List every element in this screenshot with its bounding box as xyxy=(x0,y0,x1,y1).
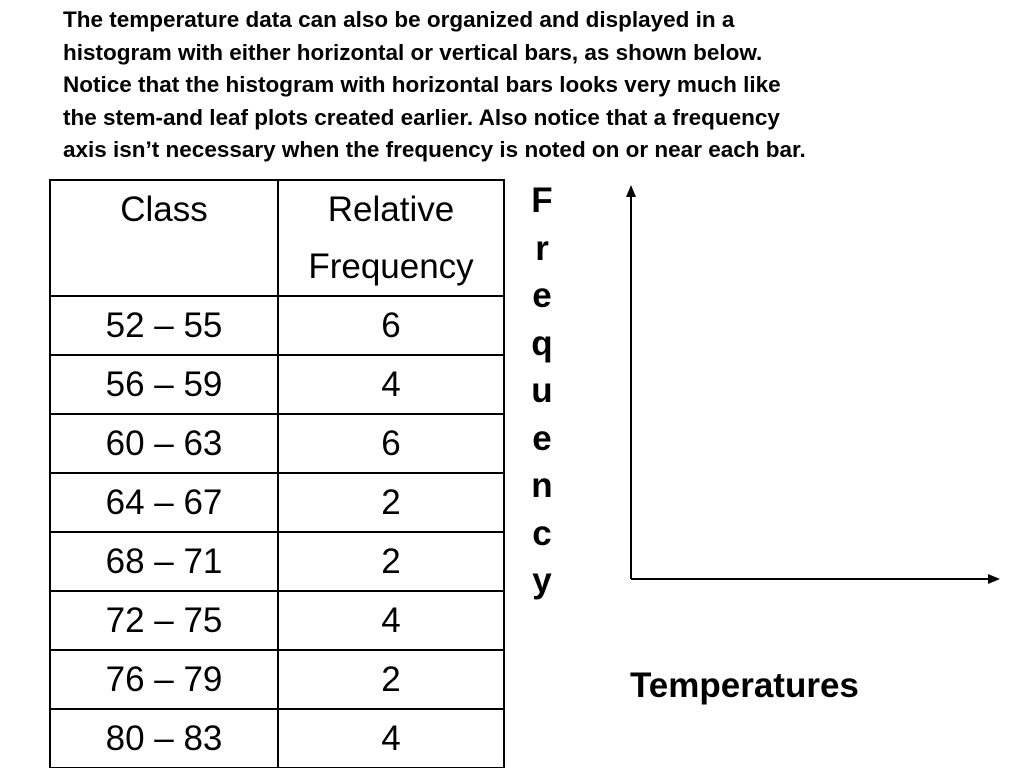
y-axis-label-letter: e xyxy=(532,276,552,315)
table-row xyxy=(50,532,504,591)
frequency-cell: 2 xyxy=(278,473,504,532)
class-header-label: Class xyxy=(120,190,208,229)
y-axis-label-letter: r xyxy=(535,228,549,268)
frequency-cell: 6 xyxy=(278,296,504,355)
class-cell: 76 – 79 xyxy=(50,650,278,709)
frequency-table xyxy=(49,179,505,768)
table-row xyxy=(50,414,504,473)
class-cell: 80 – 83 xyxy=(50,709,278,768)
frequency-cell: 6 xyxy=(278,414,504,473)
graph-axes xyxy=(615,175,1010,595)
frequency-cell: 4 xyxy=(278,591,504,650)
table-row xyxy=(50,296,504,355)
y-axis-label-letter: y xyxy=(532,561,552,600)
table-row xyxy=(50,473,504,532)
table-row xyxy=(50,591,504,650)
y-axis-label-letter: e xyxy=(532,418,552,458)
table-header-row xyxy=(50,180,504,296)
frequency-cell: 4 xyxy=(278,355,504,414)
class-cell: 64 – 67 xyxy=(50,473,278,532)
y-axis-arrowhead xyxy=(626,185,636,197)
intro-paragraph: The temperature data can also be organized and displayed in a histogram with either horizontal or vertical bars, as shown below. Notice that the histogram with horizontal bars looks very much like the stem-and leaf plots created earlier. Also notice that a frequency axis isn’t necessary when the frequency is noted on or near each bar. xyxy=(63,7,806,162)
class-cell: 60 – 63 xyxy=(50,414,278,473)
table-row xyxy=(50,709,504,768)
frequency-cell: 2 xyxy=(278,532,504,591)
class-cell: 68 – 71 xyxy=(50,532,278,591)
table-row xyxy=(50,650,504,709)
class-cell: 72 – 75 xyxy=(50,591,278,650)
y-axis-label xyxy=(522,177,562,605)
class-column-header xyxy=(50,180,278,296)
relative-header-line1: Relative xyxy=(327,190,455,229)
x-axis-label: Temperatures xyxy=(630,666,859,705)
y-axis-label-letter: F xyxy=(531,181,553,220)
y-axis-label-letter: n xyxy=(531,466,553,505)
class-cell: 52 – 55 xyxy=(50,296,278,355)
frequency-cell: 4 xyxy=(278,709,504,768)
y-axis-label-letter: u xyxy=(531,371,553,410)
relative-header-line2: Frequency xyxy=(308,247,474,286)
class-cell: 56 – 59 xyxy=(50,355,278,414)
y-axis-label-letter: c xyxy=(532,513,552,553)
frequency-cell: 2 xyxy=(278,650,504,709)
relative-frequency-column-header xyxy=(278,180,504,296)
y-axis-label-letter: q xyxy=(531,323,553,363)
x-axis-arrowhead xyxy=(988,574,1000,584)
table-row xyxy=(50,355,504,414)
